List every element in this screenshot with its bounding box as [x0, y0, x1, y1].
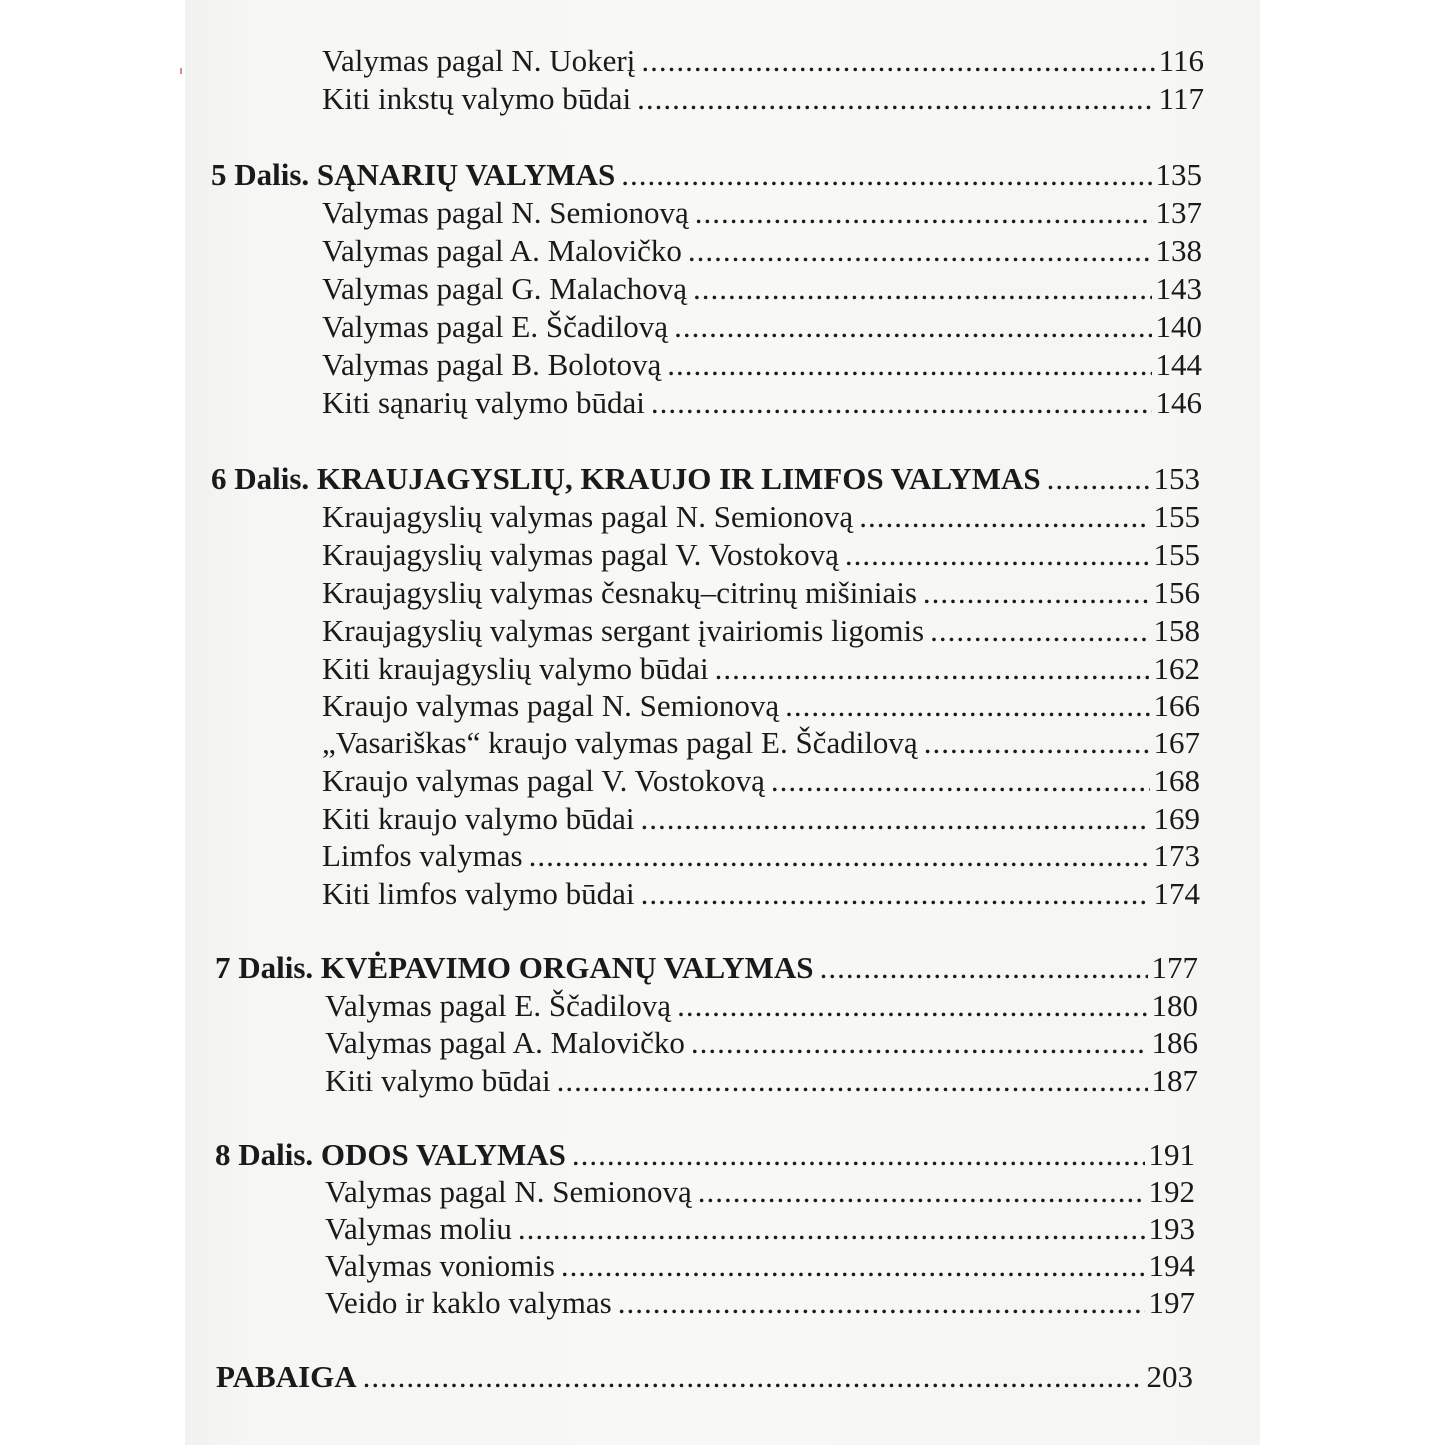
- toc-page-number: 116: [1158, 43, 1204, 78]
- toc-entry-title: Valymas pagal N. Semionovą: [325, 1174, 692, 1209]
- toc-page-number: 166: [1153, 688, 1200, 723]
- toc-leader: [363, 1358, 1143, 1396]
- toc-leader: [529, 837, 1150, 875]
- toc-entry: [325, 1173, 1195, 1211]
- toc-page-number: 167: [1153, 725, 1200, 760]
- toc-entry-title: Valymas pagal N. Uokerį: [322, 43, 636, 78]
- toc-entry-title: Valymas voniomis: [325, 1248, 555, 1283]
- toc-section: [215, 949, 1198, 987]
- toc-page-number: 194: [1148, 1248, 1195, 1283]
- toc-leader: [637, 80, 1155, 118]
- toc-entry-title: Kiti kraujagyslių valymo būdai: [322, 651, 709, 686]
- toc-leader: [621, 156, 1151, 194]
- toc-entry-title: Kraujagyslių valymas pagal V. Vostokovą: [322, 537, 839, 572]
- toc-entry: [322, 837, 1200, 875]
- toc-entry-title: Valymas pagal E. Ščadilovą: [322, 309, 669, 344]
- toc-entry-title: Kraujo valymas pagal V. Vostokovą: [322, 763, 765, 798]
- toc-entry: [322, 650, 1200, 688]
- toc-entry-title: Kraujagyslių valymas pagal N. Semionovą: [322, 499, 854, 534]
- toc-entry: [322, 308, 1202, 346]
- toc-leader: [691, 1024, 1148, 1062]
- toc-section-title: PABAIGA: [216, 1359, 357, 1394]
- toc-entry: [325, 1062, 1198, 1100]
- toc-entry: [322, 346, 1202, 384]
- toc-entry: [322, 574, 1200, 612]
- toc-leader: [572, 1136, 1145, 1174]
- toc-entry: [325, 1247, 1195, 1285]
- toc-section-title: 6 Dalis. KRAUJAGYSLIŲ, KRAUJO IR LIMFOS VALYMAS: [211, 461, 1041, 496]
- toc-page-number: 174: [1153, 876, 1200, 911]
- toc-entry: [322, 687, 1200, 725]
- toc-leader: [677, 987, 1147, 1025]
- toc-entry-title: Valymas pagal B. Bolotovą: [322, 347, 662, 382]
- toc-page-number: 162: [1153, 651, 1200, 686]
- toc-leader: [518, 1210, 1145, 1248]
- toc-leader: [698, 1173, 1145, 1211]
- toc-entry-title: Kiti sąnarių valymo būdai: [322, 385, 645, 420]
- toc-entry: [322, 800, 1200, 838]
- toc-entry: [322, 232, 1202, 270]
- toc-page-number: 155: [1153, 499, 1200, 534]
- toc-entry: [322, 875, 1200, 913]
- toc-leader: [641, 875, 1150, 913]
- toc-leader: [923, 574, 1150, 612]
- toc-leader: [667, 346, 1151, 384]
- toc-leader: [618, 1284, 1145, 1322]
- toc-section-title: 8 Dalis. ODOS VALYMAS: [215, 1137, 566, 1172]
- toc-entry-title: Kiti inkstų valymo būdai: [322, 81, 632, 116]
- toc-leader: [820, 949, 1148, 987]
- toc-section-title: 7 Dalis. KVĖPAVIMO ORGANŲ VALYMAS: [215, 950, 814, 985]
- toc-page-number: 155: [1153, 537, 1200, 572]
- toc-page-number: 203: [1146, 1359, 1193, 1394]
- toc-page-number: 177: [1151, 950, 1198, 985]
- toc-entry: [322, 762, 1200, 800]
- toc-entry-title: Valymas pagal A. Malovičko: [325, 1025, 685, 1060]
- toc-page-number: 158: [1153, 613, 1200, 648]
- toc-entry: [322, 270, 1202, 308]
- toc-entry-title: Kiti valymo būdai: [325, 1063, 551, 1098]
- toc-leader: [641, 800, 1150, 838]
- toc-page-number: 197: [1148, 1285, 1195, 1320]
- toc-leader: [641, 42, 1154, 80]
- toc-entry: [322, 384, 1202, 422]
- toc-entry: [322, 42, 1204, 80]
- toc-leader: [561, 1247, 1145, 1285]
- toc-page-number: 153: [1153, 461, 1200, 496]
- toc-leader: [785, 687, 1149, 725]
- toc-page-number: 192: [1148, 1174, 1195, 1209]
- toc-entry: [322, 612, 1200, 650]
- toc-page-number: 138: [1155, 233, 1202, 268]
- toc-page-number: 117: [1158, 81, 1204, 116]
- toc-entry: [322, 724, 1200, 762]
- toc-page-number: 169: [1153, 801, 1200, 836]
- toc-page-number: 187: [1151, 1063, 1198, 1098]
- toc-entry-title: Valymas pagal E. Ščadilovą: [325, 988, 672, 1023]
- toc-leader: [859, 498, 1149, 536]
- toc-entry: [325, 1024, 1198, 1062]
- toc-page-number: 137: [1155, 195, 1202, 230]
- toc-entry-title: Kraujagyslių valymas česnakų–citrinų mišiniais: [322, 575, 917, 610]
- toc-entry: [325, 987, 1198, 1025]
- toc-entry: [322, 498, 1200, 536]
- toc-entry: [325, 1284, 1195, 1322]
- toc-entry-title: Valymas pagal G. Malachovą: [322, 271, 687, 306]
- toc-section: [215, 1136, 1195, 1174]
- toc-entry-title: Kiti limfos valymo būdai: [322, 876, 635, 911]
- toc-entry-title: Kraujagyslių valymas sergant įvairiomis ligomis: [322, 613, 925, 648]
- toc-entry-title: Valymas moliu: [325, 1211, 512, 1246]
- toc-entry-title: Limfos valymas: [322, 838, 523, 873]
- toc-leader: [715, 650, 1150, 688]
- toc-leader: [557, 1062, 1148, 1100]
- toc-leader: [924, 724, 1150, 762]
- toc-leader: [651, 384, 1152, 422]
- toc-entry-title: „Vasariškas“ kraujo valymas pagal E. Ščadilovą: [322, 725, 918, 760]
- toc-leader: [845, 536, 1150, 574]
- toc-section-title: 5 Dalis. SĄNARIŲ VALYMAS: [211, 157, 616, 192]
- toc-page-number: 156: [1153, 575, 1200, 610]
- toc-section: [211, 460, 1200, 498]
- toc-page-number: 193: [1148, 1211, 1195, 1246]
- toc-page-number: 146: [1155, 385, 1202, 420]
- toc-entry: [322, 536, 1200, 574]
- toc-page-number: 168: [1153, 763, 1200, 798]
- toc-page-number: 191: [1148, 1137, 1195, 1172]
- toc-entry-title: Kiti kraujo valymo būdai: [322, 801, 635, 836]
- toc-entry-title: Valymas pagal N. Semionovą: [322, 195, 689, 230]
- toc-page-number: 173: [1153, 838, 1200, 873]
- toc-entry-title: Kraujo valymas pagal N. Semionovą: [322, 688, 780, 723]
- toc-page-number: 143: [1155, 271, 1202, 306]
- toc-leader: [1047, 460, 1150, 498]
- toc-entry: [322, 194, 1202, 232]
- toc-leader: [693, 270, 1152, 308]
- toc-entry: [325, 1210, 1195, 1248]
- toc-leader: [930, 612, 1149, 650]
- toc-page-number: 144: [1155, 347, 1202, 382]
- toc-leader: [688, 232, 1152, 270]
- toc-page-number: 186: [1151, 1025, 1198, 1060]
- toc-page-number: 135: [1155, 157, 1202, 192]
- toc-section: [216, 1358, 1193, 1396]
- toc-entry: [322, 80, 1204, 118]
- toc-entry-title: Valymas pagal A. Malovičko: [322, 233, 682, 268]
- toc-leader: [695, 194, 1152, 232]
- toc-section: [211, 156, 1202, 194]
- toc-leader: [674, 308, 1151, 346]
- toc-page-number: 140: [1155, 309, 1202, 344]
- toc-page-number: 180: [1151, 988, 1198, 1023]
- toc-leader: [771, 762, 1150, 800]
- toc-entry-title: Veido ir kaklo valymas: [325, 1285, 612, 1320]
